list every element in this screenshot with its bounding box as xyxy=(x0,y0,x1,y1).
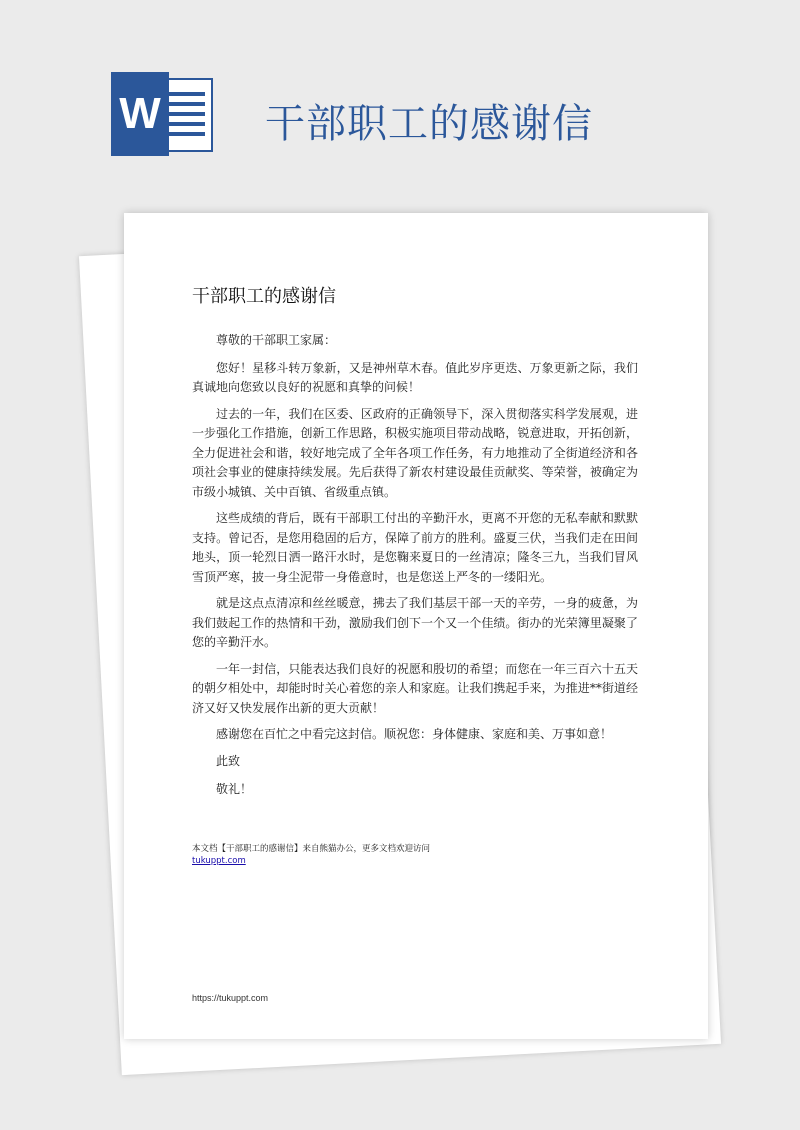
document-title: 干部职工的感谢信 xyxy=(192,286,336,307)
document-body xyxy=(192,331,638,809)
footer-note-text: 本文档【干部职工的感谢信】来自熊猫办公，更多文档欢迎访问 xyxy=(192,844,431,854)
word-logo-icon xyxy=(111,72,213,156)
paragraph: 过去的一年，我们在区委、区政府的正确领导下，深入贯彻落实科学发展观，进一步强化工作措施，创新工作思路，积极实施项目带动战略，锐意进取，开拓创新，全力促进社会和谐，较好地完成了全年各项工作任务，有力地推动了全街道经济和各项社会事业的健康持续发展。先后获得了新农村建设最佳贡献奖、等荣誉，被确定为市级小城镇、关中百镇、省级重点镇。 xyxy=(192,406,638,499)
closing-line: 敬礼！ xyxy=(216,782,253,796)
header xyxy=(0,0,800,200)
header-title: 干部职工的感谢信 xyxy=(265,101,593,147)
paragraph: 这些成绩的背后，既有干部职工付出的辛勤汗水，更离不开您的无私奉献和默默支持。曾记否，是您用稳固的后方，保障了前方的胜利。盛夏三伏，当我们走在田间地头，顶一轮烈日洒一路汗水时，是您鞠来夏日的一丝清凉；隆冬三九，当我们冒风雪顶严寒，披一身尘泥带一身倦意时，也是您送上严冬的一缕阳光。 xyxy=(192,511,638,584)
bottom-url: https://tukuppt.com xyxy=(192,993,269,1003)
paragraph: 您好！星移斗转万象新，又是神州草木春。值此岁序更迭、万象更新之际，我们真诚地向您致以良好的祝愿和真挚的问候！ xyxy=(192,360,638,394)
closing-line: 此致 xyxy=(216,753,241,768)
logo-letter: W xyxy=(111,72,169,156)
paragraph: 一年一封信，只能表达我们良好的祝愿和殷切的希望；而您在一年三百六十五天的朝夕相处中，却能时时关心着您的亲人和家庭。让我们携起手来，为推进**街道经济又好又快发展作出新的更大贡献！ xyxy=(192,661,638,715)
footer-link[interactable]: tukuppt.com xyxy=(192,856,246,866)
document-page xyxy=(124,213,708,1039)
paragraph: 感谢您在百忙之中看完这封信。顺祝您：身体健康、家庭和美、万事如意！ xyxy=(216,727,613,741)
footer-note xyxy=(192,843,430,867)
paragraph: 就是这点点清凉和丝丝暖意，拂去了我们基层干部一天的辛劳，一身的疲惫，为我们鼓起工作的热情和干劲，激励我们创下一个又一个佳绩。街办的光荣簿里凝聚了您的辛勤汗水。 xyxy=(192,596,638,649)
greeting-line: 尊敬的干部职工家属： xyxy=(216,333,337,347)
